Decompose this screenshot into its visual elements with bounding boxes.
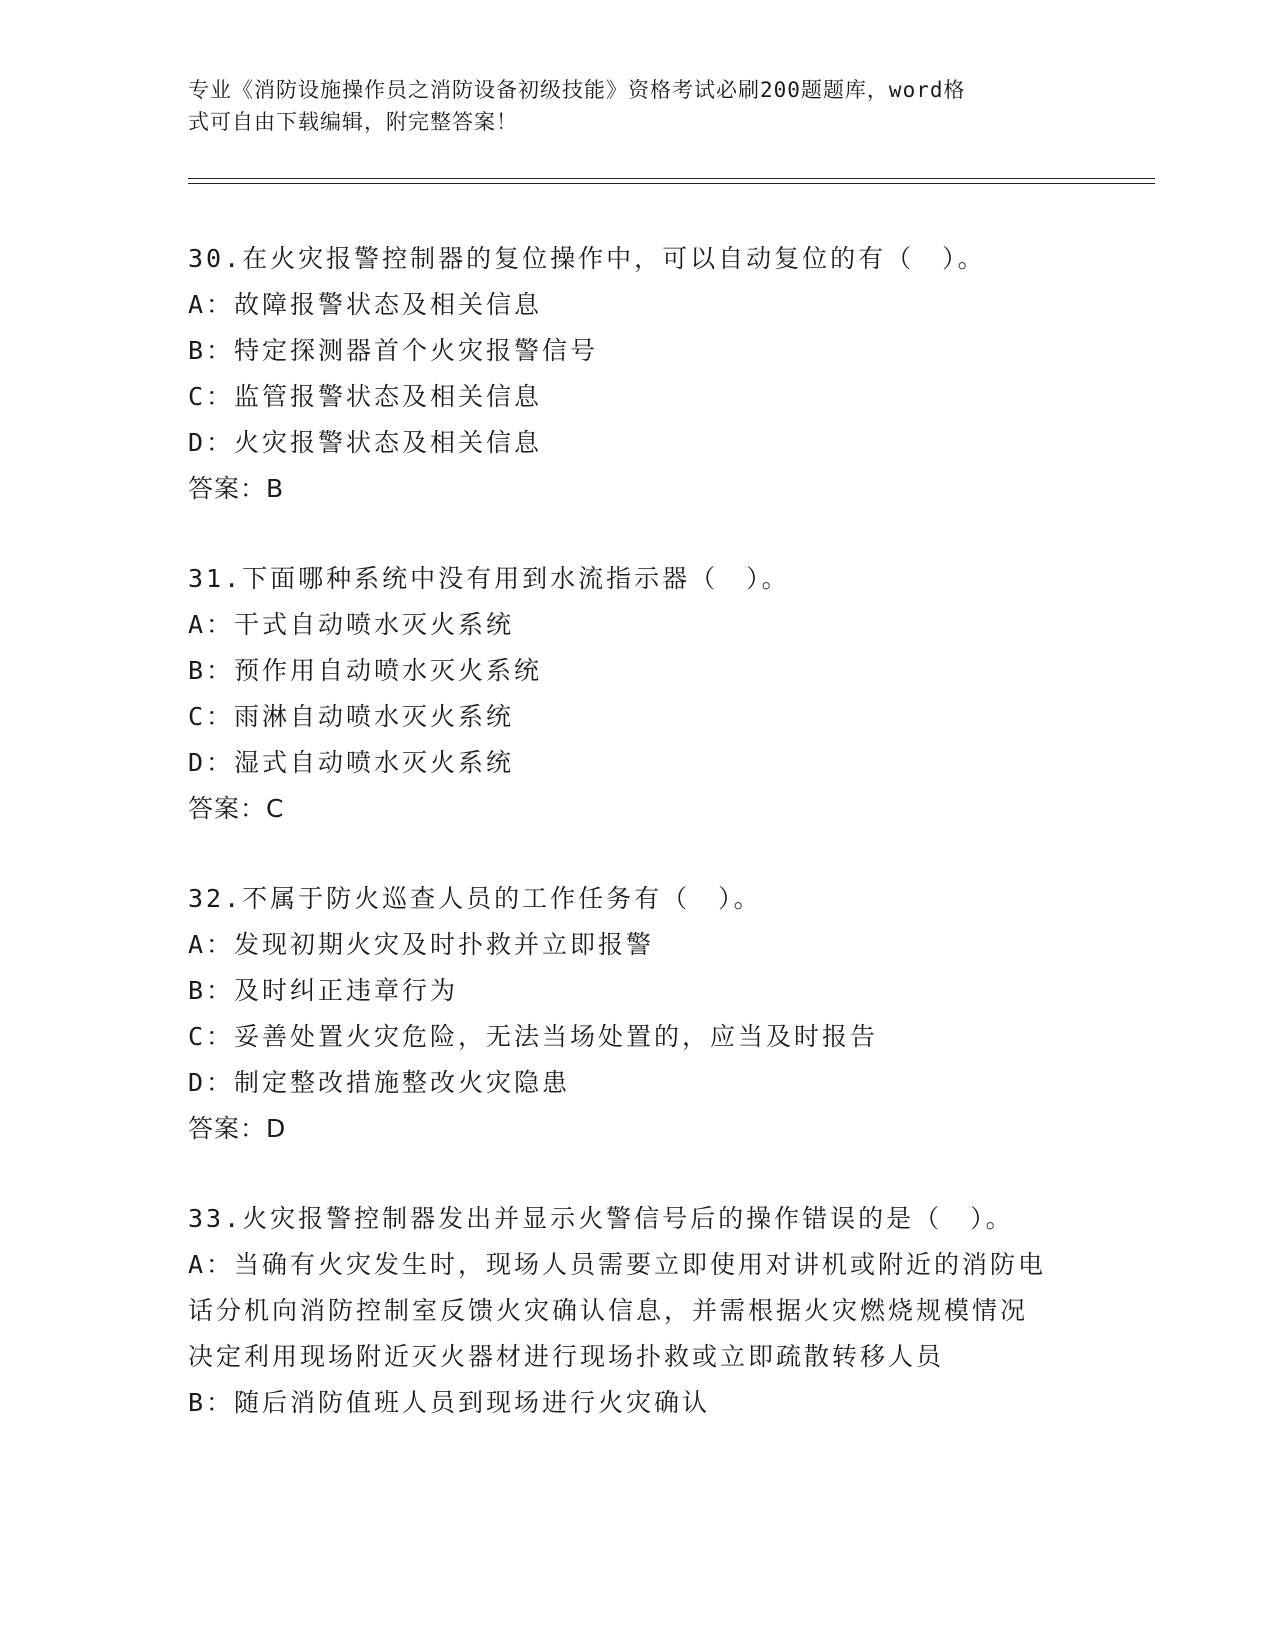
question-stem: 31.下面哪种系统中没有用到水流指示器（ ）。 (188, 564, 790, 593)
option-c: C：监管报警状态及相关信息 (188, 382, 543, 411)
option-a-continued: 话分机向消防控制室反馈火灾确认信息，并需根据火灾燃烧规模情况 (188, 1296, 1029, 1325)
option-d: D：火灾报警状态及相关信息 (188, 428, 543, 457)
answer-line: 答案：C (188, 794, 285, 823)
option-a: A：干式自动喷水灭火系统 (188, 610, 515, 639)
option-a: A：发现初期火灾及时扑救并立即报警 (188, 930, 655, 959)
option-c: C：妥善处置火灾危险，无法当场处置的，应当及时报告 (188, 1022, 879, 1051)
question-stem: 32.不属于防火巡查人员的工作任务有（ ）。 (188, 884, 762, 913)
option-d: D：湿式自动喷水灭火系统 (188, 748, 515, 777)
option-a-continued: 决定利用现场附近灭火器材进行现场扑救或立即疏散转移人员 (188, 1342, 945, 1371)
option-b: B：随后消防值班人员到现场进行火灾确认 (188, 1388, 711, 1417)
answer-line: 答案：B (188, 474, 285, 503)
option-b: B：特定探测器首个火灾报警信号 (188, 336, 599, 365)
question-30 (188, 236, 1088, 512)
header-divider-bottom (188, 183, 1155, 184)
option-d: D：制定整改措施整改火灾隐患 (188, 1068, 571, 1097)
question-32 (188, 876, 1088, 1152)
answer-line: 答案：D (188, 1114, 287, 1143)
option-a: A：当确有火灾发生时，现场人员需要立即使用对讲机或附近的消防电 (188, 1250, 1047, 1279)
document-header (188, 74, 1068, 138)
header-line-2: 式可自由下载编辑，附完整答案！ (188, 110, 518, 134)
question-stem: 30.在火灾报警控制器的复位操作中，可以自动复位的有（ ）。 (188, 244, 986, 273)
header-divider-top (188, 178, 1155, 179)
question-33 (188, 1196, 1088, 1426)
option-c: C：雨淋自动喷水灭火系统 (188, 702, 515, 731)
option-b: B：及时纠正违章行为 (188, 976, 459, 1005)
option-a: A：故障报警状态及相关信息 (188, 290, 543, 319)
question-31 (188, 556, 1088, 832)
option-b: B：预作用自动喷水灭火系统 (188, 656, 543, 685)
question-stem: 33.火灾报警控制器发出并显示火警信号后的操作错误的是（ ）。 (188, 1204, 1014, 1233)
header-line-1: 专业《消防设施操作员之消防设备初级技能》资格考试必刷200题题库，word格 (188, 78, 966, 102)
